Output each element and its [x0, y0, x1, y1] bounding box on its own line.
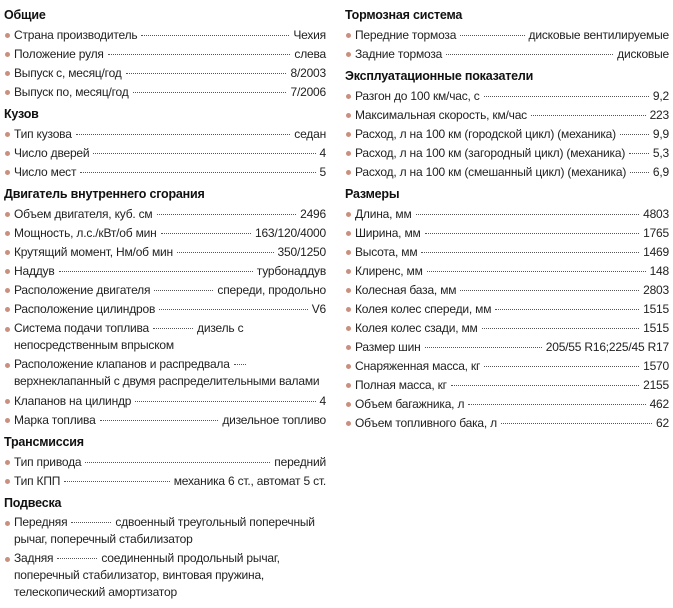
spec-value: 8/2003 — [290, 66, 326, 80]
dotted-leader — [159, 309, 308, 310]
dotted-leader — [93, 153, 315, 154]
spec-row — [345, 376, 669, 395]
spec-section — [345, 6, 669, 64]
spec-row — [4, 144, 326, 163]
spec-value: 1515 — [643, 302, 669, 316]
section-title: Трансмиссия — [4, 435, 84, 449]
spec-value: дисковые вентилируемые — [528, 28, 669, 42]
spec-row — [4, 243, 326, 262]
spec-value: турбонаддув — [256, 264, 326, 278]
spec-value: седан — [294, 127, 326, 141]
spec-label: Клиренс, мм — [355, 264, 423, 278]
spec-row — [345, 357, 669, 376]
dotted-leader — [135, 401, 315, 402]
spec-row — [345, 106, 669, 125]
spec-label: Марка топлива — [14, 413, 96, 427]
section-title: Тормозная система — [345, 8, 463, 22]
spec-label: Объем багажника, л — [355, 397, 465, 411]
spec-section — [4, 6, 326, 102]
dotted-leader — [157, 214, 297, 215]
section-title: Эксплуатационные показатели — [345, 69, 534, 83]
spec-label: Выпуск с, месяц/год — [14, 66, 122, 80]
spec-section — [345, 185, 669, 433]
spec-value: 2803 — [643, 283, 669, 297]
dotted-leader — [126, 73, 287, 74]
spec-value: дизельное топливо — [222, 413, 326, 427]
spec-value: 223 — [649, 108, 669, 122]
dotted-leader — [501, 423, 652, 424]
dotted-leader — [177, 252, 274, 253]
spec-row — [345, 87, 669, 106]
spec-label: Колесная база, мм — [355, 283, 457, 297]
spec-label: Наддув — [14, 264, 55, 278]
spec-value: 1515 — [643, 321, 669, 335]
dotted-leader — [425, 347, 542, 348]
dotted-leader — [620, 134, 649, 135]
spec-row — [345, 319, 669, 338]
spec-value: дизель с непосредственным впрыском — [14, 321, 244, 352]
spec-row — [345, 144, 669, 163]
spec-value: 2496 — [300, 207, 326, 221]
spec-label: Объем двигателя, куб. см — [14, 207, 153, 221]
dotted-leader — [85, 462, 270, 463]
spec-value: 5 — [319, 165, 326, 179]
spec-row — [4, 125, 326, 144]
spec-value: спереди, продольно — [217, 283, 326, 297]
dotted-leader — [76, 134, 291, 135]
section-title: Двигатель внутреннего сгорания — [4, 187, 205, 201]
spec-row — [4, 83, 326, 102]
dotted-leader — [421, 252, 639, 253]
spec-label: Расположение клапанов и распредвала — [14, 357, 230, 371]
spec-row — [4, 392, 326, 411]
spec-row — [345, 224, 669, 243]
dotted-leader — [234, 364, 246, 365]
spec-label: Размер шин — [355, 340, 421, 354]
spec-row — [345, 395, 669, 414]
spec-label: Мощность, л.с./кВт/об мин — [14, 226, 157, 240]
spec-row — [4, 45, 326, 64]
section-title: Подвеска — [4, 496, 62, 510]
spec-value: 2155 — [643, 378, 669, 392]
dotted-leader — [451, 385, 639, 386]
dotted-leader — [154, 290, 213, 291]
spec-value: 6,9 — [652, 165, 669, 179]
spec-row — [345, 125, 669, 144]
dotted-leader — [484, 96, 649, 97]
spec-label: Расход, л на 100 км (городской цикл) (механика) — [355, 127, 616, 141]
spec-row — [345, 243, 669, 262]
spec-label: Тип КПП — [14, 474, 61, 488]
dotted-leader — [153, 328, 193, 329]
spec-label: Расход, л на 100 км (смешанный цикл) (механика) — [355, 165, 627, 179]
spec-row — [4, 411, 326, 430]
spec-label: Выпуск по, месяц/год — [14, 85, 129, 99]
spec-section — [4, 433, 326, 491]
spec-label: Клапанов на цилиндр — [14, 394, 132, 408]
section-title: Размеры — [345, 187, 400, 201]
spec-row — [4, 550, 326, 601]
spec-value: 7/2006 — [290, 85, 326, 99]
spec-label: Длина, мм — [355, 207, 412, 221]
dotted-leader — [161, 233, 251, 234]
dotted-leader — [133, 92, 287, 93]
spec-row — [345, 205, 669, 224]
spec-row — [4, 224, 326, 243]
spec-label: Передние тормоза — [355, 28, 457, 42]
spec-label: Ширина, мм — [355, 226, 421, 240]
spec-section — [345, 67, 669, 182]
spec-label: Расход, л на 100 км (загородный цикл) (механика) — [355, 146, 626, 160]
spec-value: 4 — [319, 394, 326, 408]
spec-value: верхнеклапанный с двумя распределительными валами — [14, 374, 320, 388]
dotted-leader — [416, 214, 640, 215]
dotted-leader — [629, 153, 649, 154]
dotted-leader — [460, 35, 524, 36]
spec-row — [345, 281, 669, 300]
spec-row — [345, 163, 669, 182]
spec-value: 9,2 — [652, 89, 669, 103]
spec-row — [4, 514, 326, 548]
spec-label: Колея колес сзади, мм — [355, 321, 478, 335]
spec-row — [345, 262, 669, 281]
spec-value: механика 6 ст., автомат 5 ст. — [173, 474, 326, 488]
spec-value: 4 — [319, 146, 326, 160]
spec-value: 62 — [656, 416, 669, 430]
spec-row — [4, 356, 326, 390]
spec-label: Объем топливного бака, л — [355, 416, 497, 430]
dotted-leader — [100, 420, 219, 421]
dotted-leader — [482, 328, 640, 329]
dotted-leader — [427, 271, 646, 272]
section-title: Общие — [4, 8, 46, 22]
spec-value: Чехия — [293, 28, 326, 42]
spec-row — [4, 320, 326, 354]
spec-label: Разгон до 100 км/час, с — [355, 89, 480, 103]
spec-value: 350/1250 — [277, 245, 326, 259]
dotted-leader — [59, 271, 253, 272]
dotted-leader — [531, 115, 646, 116]
spec-label: Расположение двигателя — [14, 283, 151, 297]
spec-label: Снаряженная масса, кг — [355, 359, 481, 373]
spec-label: Положение руля — [14, 47, 104, 61]
spec-value: 1469 — [643, 245, 669, 259]
spec-section — [4, 105, 326, 182]
spec-row — [345, 45, 669, 64]
spec-column-right — [345, 4, 669, 436]
spec-label: Система подачи топлива — [14, 321, 150, 335]
spec-value: 1765 — [643, 226, 669, 240]
spec-column-left — [4, 4, 326, 604]
dotted-leader — [108, 54, 291, 55]
dotted-leader — [80, 172, 315, 173]
spec-section — [4, 494, 326, 601]
spec-value: дисковые — [617, 47, 669, 61]
spec-value: передний — [274, 455, 326, 469]
spec-label: Тип кузова — [14, 127, 72, 141]
spec-row — [4, 262, 326, 281]
spec-label: Крутящий момент, Нм/об мин — [14, 245, 173, 259]
spec-label: Расположение цилиндров — [14, 302, 156, 316]
spec-value: 205/55 R16;225/45 R17 — [545, 340, 669, 354]
spec-value: 148 — [649, 264, 669, 278]
dotted-leader — [484, 366, 639, 367]
spec-row — [345, 26, 669, 45]
spec-value: 163/120/4000 — [254, 226, 326, 240]
dotted-leader — [468, 404, 645, 405]
spec-label: Высота, мм — [355, 245, 418, 259]
spec-value: 1570 — [643, 359, 669, 373]
spec-row — [4, 26, 326, 45]
spec-section — [4, 185, 326, 430]
spec-label: Задняя — [14, 551, 54, 565]
spec-row — [345, 338, 669, 357]
dotted-leader — [460, 290, 639, 291]
dotted-leader — [495, 309, 639, 310]
spec-label: Страна производитель — [14, 28, 138, 42]
dotted-leader — [141, 35, 289, 36]
dotted-leader — [57, 558, 97, 559]
spec-label: Тип привода — [14, 455, 82, 469]
spec-row — [4, 300, 326, 319]
spec-row — [4, 472, 326, 491]
dotted-leader — [630, 172, 649, 173]
dotted-leader — [64, 481, 170, 482]
spec-value: 9,9 — [652, 127, 669, 141]
spec-value: соединенный продольный рычаг, поперечный стабилизатор, винтовая пружина, телескопический амортизатор — [14, 551, 280, 599]
spec-value: 4803 — [643, 207, 669, 221]
spec-label: Полная масса, кг — [355, 378, 447, 392]
dotted-leader — [446, 54, 613, 55]
spec-row — [345, 414, 669, 433]
dotted-leader — [71, 522, 111, 523]
spec-label: Число дверей — [14, 146, 90, 160]
spec-value: 5,3 — [652, 146, 669, 160]
spec-value: слева — [294, 47, 326, 61]
spec-value: V6 — [311, 302, 326, 316]
dotted-leader — [425, 233, 640, 234]
spec-row — [4, 64, 326, 83]
spec-row — [4, 205, 326, 224]
spec-row — [4, 453, 326, 472]
spec-row — [345, 300, 669, 319]
spec-row — [4, 163, 326, 182]
spec-label: Передняя — [14, 515, 68, 529]
spec-row — [4, 281, 326, 300]
spec-label: Задние тормоза — [355, 47, 443, 61]
spec-value: сдвоенный треугольный поперечный рычаг, поперечный стабилизатор — [14, 515, 315, 546]
spec-label: Максимальная скорость, км/час — [355, 108, 527, 122]
section-title: Кузов — [4, 107, 39, 121]
spec-value: 462 — [649, 397, 669, 411]
spec-label: Число мест — [14, 165, 77, 179]
spec-label: Колея колес спереди, мм — [355, 302, 492, 316]
